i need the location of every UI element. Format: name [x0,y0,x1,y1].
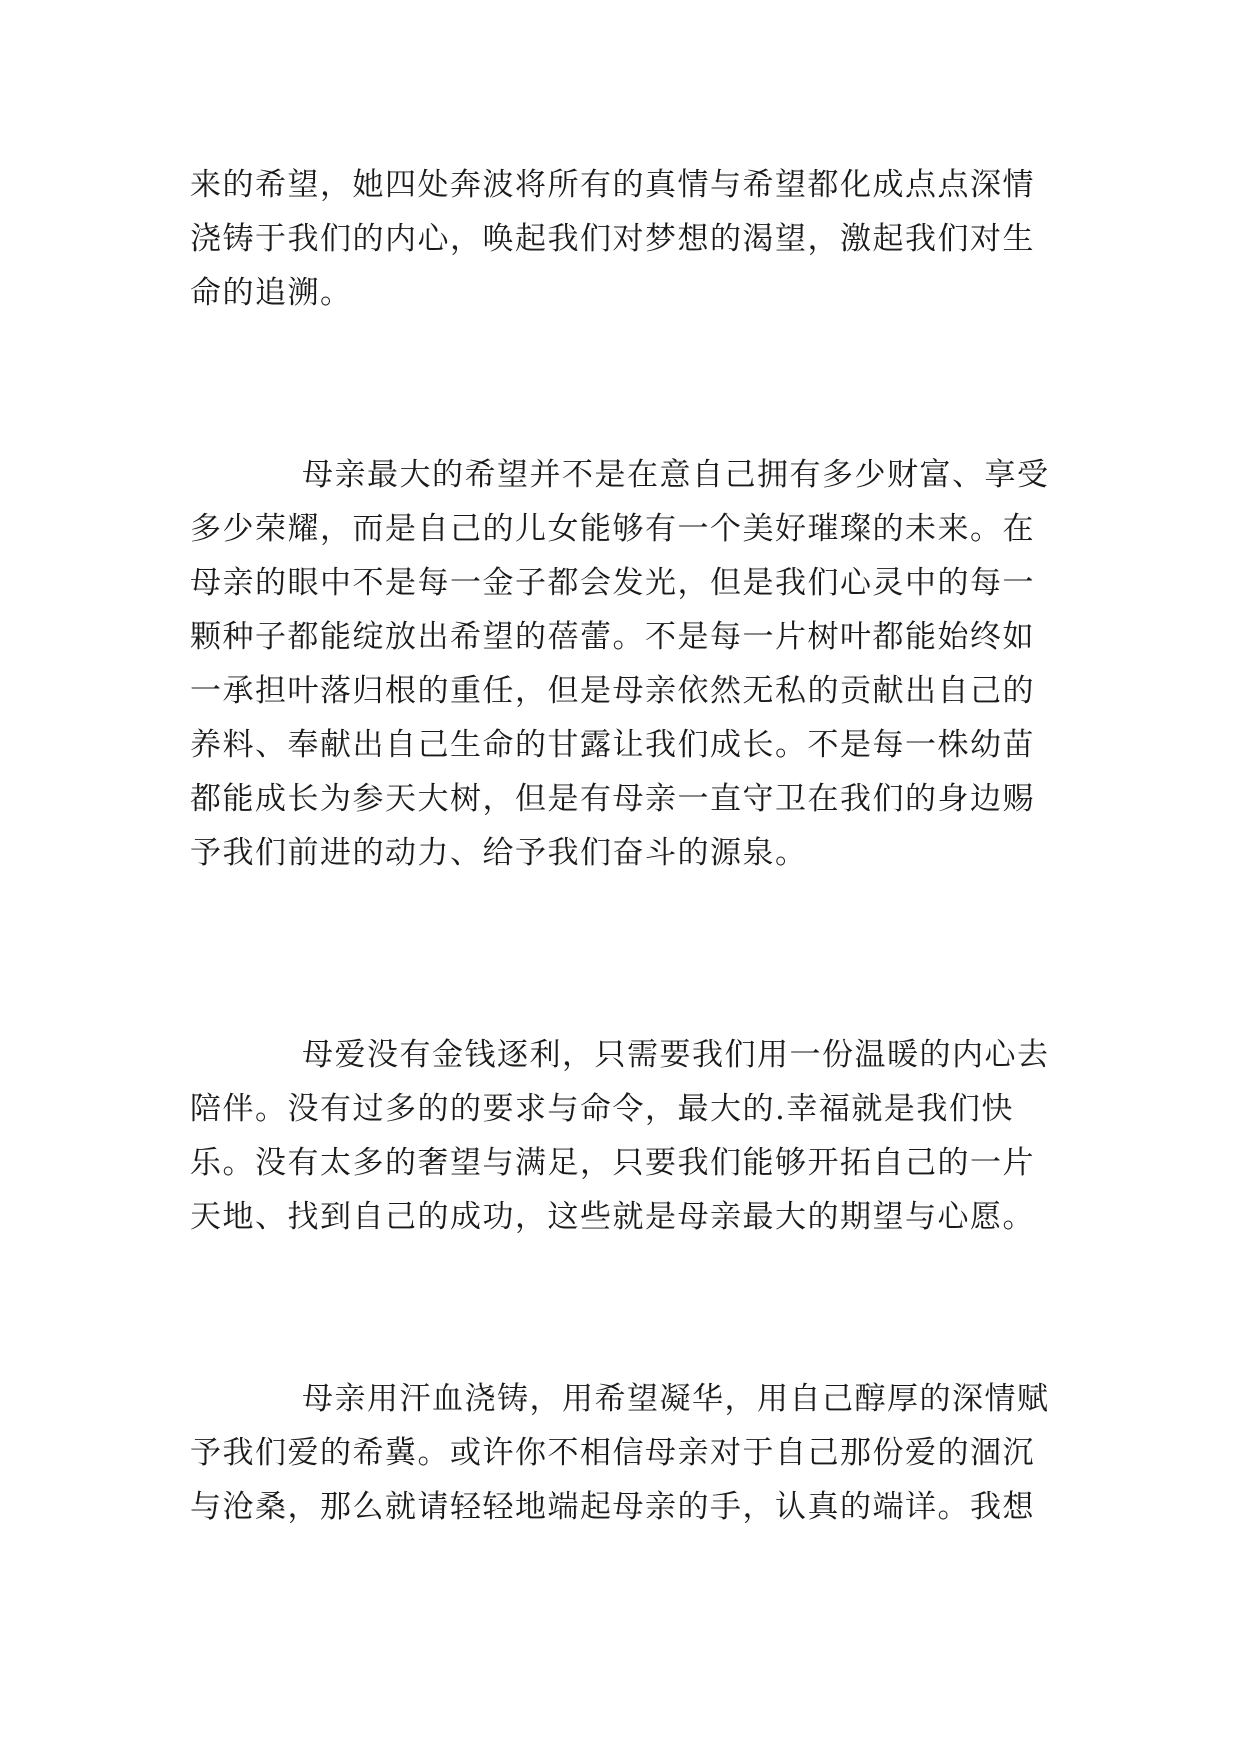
text-line: 养料、奉献出自己生命的甘露让我们成长。不是每一株幼苗 [190,727,1035,763]
paragraph-3 [190,1028,1070,1244]
text-line: 一承担叶落归根的重任，但是母亲依然无私的贡献出自己的 [190,673,1035,709]
text-line: 多少荣耀，而是自己的儿女能够有一个美好璀璨的未来。在 [190,511,1035,547]
text-line: 颗种子都能绽放出希望的蓓蕾。不是每一片树叶都能始终如 [190,619,1035,655]
text-line: 陪伴。没有过多的的要求与命令，最大的.幸福就是我们快 [190,1091,1014,1127]
text-line: 命的追溯。 [190,275,353,311]
text-line: 予我们爱的希冀。或许你不相信母亲对于自己那份爱的涸沉 [190,1435,1035,1471]
paragraph-2 [190,448,1070,880]
text-line: 来的希望，她四处奔波将所有的真情与希望都化成点点深情 [190,167,1035,203]
text-line: 乐。没有太多的奢望与满足，只要我们能够开拓自己的一片 [190,1145,1035,1181]
text-line: 母亲用汗血浇铸，用希望凝华，用自己醇厚的深情赋 [302,1381,1050,1417]
text-line: 母亲的眼中不是每一金子都会发光，但是我们心灵中的每一 [190,565,1035,601]
text-line: 浇铸于我们的内心，唤起我们对梦想的渴望，激起我们对生 [190,221,1035,257]
text-line: 母亲最大的希望并不是在意自己拥有多少财富、享受 [302,457,1050,493]
text-line: 都能成长为参天大树，但是有母亲一直守卫在我们的身边赐 [190,781,1035,817]
text-line: 与沧桑，那么就请轻轻地端起母亲的手，认真的端详。我想 [190,1489,1035,1525]
text-line: 予我们前进的动力、给予我们奋斗的源泉。 [190,835,808,871]
text-line: 天地、找到自己的成功，这些就是母亲最大的期望与心愿。 [190,1199,1035,1235]
paragraph-4 [190,1372,1070,1534]
text-line: 母爱没有金钱逐利，只需要我们用一份温暖的内心去 [302,1037,1050,1073]
paragraph-1 [190,158,1070,320]
